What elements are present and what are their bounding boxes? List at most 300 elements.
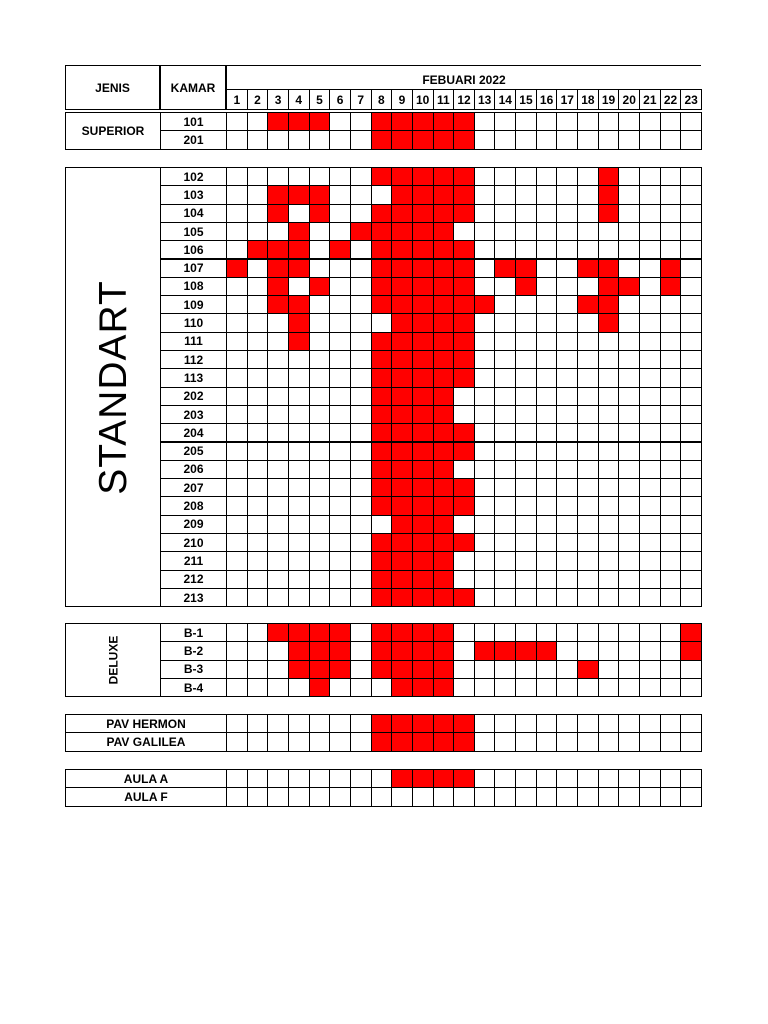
booking-cell-aula-a-day-19[interactable] [598,769,620,788]
booking-cell-111-day-23[interactable] [680,332,702,351]
booking-cell-107-day-11[interactable] [433,259,455,278]
booking-cell-108-day-21[interactable] [639,277,661,296]
booking-cell-b-3-day-1[interactable] [226,660,248,679]
booking-cell-112-day-3[interactable] [267,350,289,369]
booking-cell-104-day-2[interactable] [247,204,269,223]
booking-cell-aula-f-day-7[interactable] [350,787,372,806]
booking-cell-111-day-4[interactable] [288,332,310,351]
booking-cell-109-day-14[interactable] [494,295,516,314]
booking-cell-101-day-10[interactable] [412,112,434,131]
booking-cell-aula-f-day-22[interactable] [660,787,682,806]
booking-cell-208-day-11[interactable] [433,496,455,515]
booking-cell-107-day-14[interactable] [494,259,516,278]
booking-cell-110-day-10[interactable] [412,313,434,332]
booking-cell-201-day-9[interactable] [391,130,413,149]
booking-cell-b-4-day-18[interactable] [577,678,599,697]
booking-cell-111-day-11[interactable] [433,332,455,351]
booking-cell-211-day-17[interactable] [556,551,578,570]
booking-cell-204-day-22[interactable] [660,423,682,442]
booking-cell-204-day-1[interactable] [226,423,248,442]
booking-cell-111-day-17[interactable] [556,332,578,351]
booking-cell-113-day-13[interactable] [474,368,496,387]
booking-cell-205-day-10[interactable] [412,442,434,461]
booking-cell-110-day-23[interactable] [680,313,702,332]
booking-cell-205-day-4[interactable] [288,442,310,461]
booking-cell-209-day-3[interactable] [267,515,289,534]
booking-cell-209-day-23[interactable] [680,515,702,534]
booking-cell-102-day-17[interactable] [556,167,578,186]
booking-cell-b-3-day-14[interactable] [494,660,516,679]
booking-cell-205-day-13[interactable] [474,442,496,461]
booking-cell-aula-f-day-18[interactable] [577,787,599,806]
booking-cell-205-day-11[interactable] [433,442,455,461]
booking-cell-107-day-18[interactable] [577,259,599,278]
booking-cell-212-day-14[interactable] [494,570,516,589]
booking-cell-106-day-13[interactable] [474,240,496,259]
booking-cell-pav-hermon-day-9[interactable] [391,714,413,733]
booking-cell-103-day-20[interactable] [618,185,640,204]
booking-cell-b-2-day-16[interactable] [536,641,558,660]
booking-cell-106-day-14[interactable] [494,240,516,259]
booking-cell-109-day-5[interactable] [309,295,331,314]
booking-cell-204-day-23[interactable] [680,423,702,442]
booking-cell-213-day-5[interactable] [309,588,331,607]
booking-cell-205-day-18[interactable] [577,442,599,461]
booking-cell-203-day-23[interactable] [680,405,702,424]
booking-cell-201-day-2[interactable] [247,130,269,149]
booking-cell-110-day-3[interactable] [267,313,289,332]
booking-cell-212-day-15[interactable] [515,570,537,589]
booking-cell-b-1-day-3[interactable] [267,623,289,642]
booking-cell-101-day-5[interactable] [309,112,331,131]
booking-cell-210-day-15[interactable] [515,533,537,552]
booking-cell-205-day-21[interactable] [639,442,661,461]
booking-cell-109-day-10[interactable] [412,295,434,314]
booking-cell-208-day-14[interactable] [494,496,516,515]
booking-cell-206-day-20[interactable] [618,460,640,479]
booking-cell-111-day-18[interactable] [577,332,599,351]
booking-cell-204-day-12[interactable] [453,423,475,442]
booking-cell-111-day-5[interactable] [309,332,331,351]
booking-cell-101-day-22[interactable] [660,112,682,131]
booking-cell-209-day-16[interactable] [536,515,558,534]
booking-cell-211-day-13[interactable] [474,551,496,570]
booking-cell-111-day-14[interactable] [494,332,516,351]
booking-cell-aula-a-day-6[interactable] [329,769,351,788]
booking-cell-203-day-19[interactable] [598,405,620,424]
booking-cell-b-2-day-20[interactable] [618,641,640,660]
booking-cell-108-day-12[interactable] [453,277,475,296]
booking-cell-207-day-14[interactable] [494,478,516,497]
booking-cell-107-day-23[interactable] [680,259,702,278]
booking-cell-211-day-8[interactable] [371,551,393,570]
booking-cell-105-day-20[interactable] [618,222,640,241]
booking-cell-aula-f-day-21[interactable] [639,787,661,806]
booking-cell-107-day-5[interactable] [309,259,331,278]
booking-cell-113-day-20[interactable] [618,368,640,387]
booking-cell-206-day-12[interactable] [453,460,475,479]
booking-cell-202-day-15[interactable] [515,387,537,406]
booking-cell-b-2-day-19[interactable] [598,641,620,660]
booking-cell-b-2-day-5[interactable] [309,641,331,660]
booking-cell-aula-f-day-23[interactable] [680,787,702,806]
booking-cell-201-day-16[interactable] [536,130,558,149]
booking-cell-201-day-7[interactable] [350,130,372,149]
booking-cell-206-day-14[interactable] [494,460,516,479]
booking-cell-aula-f-day-11[interactable] [433,787,455,806]
booking-cell-pav-galilea-day-15[interactable] [515,732,537,751]
booking-cell-203-day-9[interactable] [391,405,413,424]
booking-cell-213-day-16[interactable] [536,588,558,607]
booking-cell-112-day-5[interactable] [309,350,331,369]
booking-cell-b-4-day-5[interactable] [309,678,331,697]
booking-cell-102-day-1[interactable] [226,167,248,186]
booking-cell-b-2-day-10[interactable] [412,641,434,660]
booking-cell-107-day-4[interactable] [288,259,310,278]
booking-cell-106-day-20[interactable] [618,240,640,259]
booking-cell-aula-a-day-21[interactable] [639,769,661,788]
booking-cell-103-day-7[interactable] [350,185,372,204]
booking-cell-101-day-4[interactable] [288,112,310,131]
booking-cell-109-day-8[interactable] [371,295,393,314]
booking-cell-202-day-9[interactable] [391,387,413,406]
booking-cell-103-day-18[interactable] [577,185,599,204]
booking-cell-105-day-10[interactable] [412,222,434,241]
booking-cell-206-day-11[interactable] [433,460,455,479]
booking-cell-pav-hermon-day-5[interactable] [309,714,331,733]
booking-cell-213-day-14[interactable] [494,588,516,607]
booking-cell-208-day-5[interactable] [309,496,331,515]
booking-cell-b-2-day-1[interactable] [226,641,248,660]
booking-cell-103-day-14[interactable] [494,185,516,204]
booking-cell-pav-hermon-day-8[interactable] [371,714,393,733]
booking-cell-202-day-17[interactable] [556,387,578,406]
booking-cell-207-day-13[interactable] [474,478,496,497]
booking-cell-111-day-13[interactable] [474,332,496,351]
booking-cell-b-1-day-1[interactable] [226,623,248,642]
booking-cell-208-day-7[interactable] [350,496,372,515]
booking-cell-110-day-12[interactable] [453,313,475,332]
booking-cell-204-day-13[interactable] [474,423,496,442]
booking-cell-209-day-11[interactable] [433,515,455,534]
booking-cell-109-day-7[interactable] [350,295,372,314]
booking-cell-109-day-18[interactable] [577,295,599,314]
booking-cell-202-day-18[interactable] [577,387,599,406]
booking-cell-213-day-7[interactable] [350,588,372,607]
booking-cell-pav-hermon-day-7[interactable] [350,714,372,733]
booking-cell-208-day-18[interactable] [577,496,599,515]
booking-cell-pav-galilea-day-14[interactable] [494,732,516,751]
booking-cell-213-day-20[interactable] [618,588,640,607]
booking-cell-102-day-15[interactable] [515,167,537,186]
booking-cell-107-day-3[interactable] [267,259,289,278]
booking-cell-212-day-20[interactable] [618,570,640,589]
booking-cell-208-day-20[interactable] [618,496,640,515]
booking-cell-203-day-10[interactable] [412,405,434,424]
booking-cell-111-day-10[interactable] [412,332,434,351]
booking-cell-110-day-16[interactable] [536,313,558,332]
booking-cell-207-day-8[interactable] [371,478,393,497]
booking-cell-b-3-day-2[interactable] [247,660,269,679]
booking-cell-109-day-2[interactable] [247,295,269,314]
booking-cell-b-4-day-23[interactable] [680,678,702,697]
booking-cell-110-day-8[interactable] [371,313,393,332]
booking-cell-pav-hermon-day-22[interactable] [660,714,682,733]
booking-cell-203-day-3[interactable] [267,405,289,424]
booking-cell-112-day-9[interactable] [391,350,413,369]
booking-cell-107-day-13[interactable] [474,259,496,278]
booking-cell-104-day-22[interactable] [660,204,682,223]
booking-cell-b-4-day-10[interactable] [412,678,434,697]
booking-cell-209-day-21[interactable] [639,515,661,534]
booking-cell-111-day-12[interactable] [453,332,475,351]
booking-cell-211-day-1[interactable] [226,551,248,570]
booking-cell-109-day-16[interactable] [536,295,558,314]
booking-cell-112-day-12[interactable] [453,350,475,369]
booking-cell-b-3-day-21[interactable] [639,660,661,679]
booking-cell-108-day-8[interactable] [371,277,393,296]
booking-cell-pav-hermon-day-20[interactable] [618,714,640,733]
booking-cell-104-day-5[interactable] [309,204,331,223]
booking-cell-201-day-20[interactable] [618,130,640,149]
booking-cell-213-day-22[interactable] [660,588,682,607]
booking-cell-106-day-1[interactable] [226,240,248,259]
booking-cell-210-day-16[interactable] [536,533,558,552]
booking-cell-212-day-12[interactable] [453,570,475,589]
booking-cell-205-day-2[interactable] [247,442,269,461]
booking-cell-111-day-9[interactable] [391,332,413,351]
booking-cell-110-day-21[interactable] [639,313,661,332]
booking-cell-210-day-21[interactable] [639,533,661,552]
booking-cell-aula-a-day-14[interactable] [494,769,516,788]
booking-cell-aula-f-day-6[interactable] [329,787,351,806]
booking-cell-113-day-4[interactable] [288,368,310,387]
booking-cell-108-day-23[interactable] [680,277,702,296]
booking-cell-210-day-14[interactable] [494,533,516,552]
booking-cell-aula-a-day-8[interactable] [371,769,393,788]
booking-cell-106-day-12[interactable] [453,240,475,259]
booking-cell-b-1-day-5[interactable] [309,623,331,642]
booking-cell-209-day-5[interactable] [309,515,331,534]
booking-cell-108-day-2[interactable] [247,277,269,296]
booking-cell-204-day-9[interactable] [391,423,413,442]
booking-cell-aula-f-day-3[interactable] [267,787,289,806]
booking-cell-203-day-7[interactable] [350,405,372,424]
booking-cell-113-day-16[interactable] [536,368,558,387]
booking-cell-b-2-day-3[interactable] [267,641,289,660]
booking-cell-112-day-2[interactable] [247,350,269,369]
booking-cell-102-day-2[interactable] [247,167,269,186]
booking-cell-b-1-day-23[interactable] [680,623,702,642]
booking-cell-b-1-day-15[interactable] [515,623,537,642]
booking-cell-206-day-17[interactable] [556,460,578,479]
booking-cell-205-day-6[interactable] [329,442,351,461]
booking-cell-211-day-19[interactable] [598,551,620,570]
booking-cell-b-4-day-20[interactable] [618,678,640,697]
booking-cell-103-day-22[interactable] [660,185,682,204]
booking-cell-aula-a-day-2[interactable] [247,769,269,788]
booking-cell-108-day-22[interactable] [660,277,682,296]
booking-cell-201-day-23[interactable] [680,130,702,149]
booking-cell-204-day-5[interactable] [309,423,331,442]
booking-cell-203-day-8[interactable] [371,405,393,424]
booking-cell-b-3-day-18[interactable] [577,660,599,679]
booking-cell-pav-galilea-day-5[interactable] [309,732,331,751]
booking-cell-109-day-9[interactable] [391,295,413,314]
booking-cell-105-day-1[interactable] [226,222,248,241]
booking-cell-aula-f-day-16[interactable] [536,787,558,806]
booking-cell-112-day-19[interactable] [598,350,620,369]
booking-cell-109-day-3[interactable] [267,295,289,314]
booking-cell-aula-a-day-4[interactable] [288,769,310,788]
booking-cell-205-day-22[interactable] [660,442,682,461]
booking-cell-102-day-14[interactable] [494,167,516,186]
booking-cell-b-1-day-20[interactable] [618,623,640,642]
booking-cell-113-day-7[interactable] [350,368,372,387]
booking-cell-106-day-18[interactable] [577,240,599,259]
booking-cell-104-day-16[interactable] [536,204,558,223]
booking-cell-b-4-day-7[interactable] [350,678,372,697]
booking-cell-213-day-11[interactable] [433,588,455,607]
booking-cell-112-day-15[interactable] [515,350,537,369]
booking-cell-104-day-12[interactable] [453,204,475,223]
booking-cell-213-day-18[interactable] [577,588,599,607]
booking-cell-207-day-15[interactable] [515,478,537,497]
booking-cell-110-day-4[interactable] [288,313,310,332]
booking-cell-211-day-16[interactable] [536,551,558,570]
booking-cell-208-day-16[interactable] [536,496,558,515]
booking-cell-111-day-16[interactable] [536,332,558,351]
booking-cell-207-day-2[interactable] [247,478,269,497]
booking-cell-104-day-17[interactable] [556,204,578,223]
booking-cell-205-day-1[interactable] [226,442,248,461]
booking-cell-106-day-5[interactable] [309,240,331,259]
booking-cell-212-day-6[interactable] [329,570,351,589]
booking-cell-206-day-16[interactable] [536,460,558,479]
booking-cell-208-day-19[interactable] [598,496,620,515]
booking-cell-213-day-8[interactable] [371,588,393,607]
booking-cell-110-day-19[interactable] [598,313,620,332]
booking-cell-205-day-15[interactable] [515,442,537,461]
booking-cell-102-day-8[interactable] [371,167,393,186]
booking-cell-204-day-2[interactable] [247,423,269,442]
booking-cell-213-day-3[interactable] [267,588,289,607]
booking-cell-209-day-8[interactable] [371,515,393,534]
booking-cell-206-day-6[interactable] [329,460,351,479]
booking-cell-105-day-16[interactable] [536,222,558,241]
booking-cell-pav-galilea-day-8[interactable] [371,732,393,751]
booking-cell-213-day-1[interactable] [226,588,248,607]
booking-cell-111-day-21[interactable] [639,332,661,351]
booking-cell-pav-galilea-day-3[interactable] [267,732,289,751]
booking-cell-108-day-15[interactable] [515,277,537,296]
booking-cell-202-day-23[interactable] [680,387,702,406]
booking-cell-108-day-20[interactable] [618,277,640,296]
booking-cell-pav-galilea-day-18[interactable] [577,732,599,751]
booking-cell-107-day-20[interactable] [618,259,640,278]
booking-cell-113-day-5[interactable] [309,368,331,387]
booking-cell-211-day-23[interactable] [680,551,702,570]
booking-cell-aula-f-day-15[interactable] [515,787,537,806]
booking-cell-212-day-17[interactable] [556,570,578,589]
booking-cell-104-day-3[interactable] [267,204,289,223]
booking-cell-106-day-2[interactable] [247,240,269,259]
booking-cell-102-day-21[interactable] [639,167,661,186]
booking-cell-211-day-4[interactable] [288,551,310,570]
booking-cell-112-day-7[interactable] [350,350,372,369]
booking-cell-112-day-21[interactable] [639,350,661,369]
booking-cell-104-day-7[interactable] [350,204,372,223]
booking-cell-205-day-9[interactable] [391,442,413,461]
booking-cell-209-day-1[interactable] [226,515,248,534]
booking-cell-b-2-day-2[interactable] [247,641,269,660]
booking-cell-103-day-9[interactable] [391,185,413,204]
booking-cell-201-day-3[interactable] [267,130,289,149]
booking-cell-105-day-17[interactable] [556,222,578,241]
booking-cell-pav-galilea-day-4[interactable] [288,732,310,751]
booking-cell-201-day-4[interactable] [288,130,310,149]
booking-cell-b-1-day-13[interactable] [474,623,496,642]
booking-cell-b-4-day-13[interactable] [474,678,496,697]
booking-cell-b-3-day-9[interactable] [391,660,413,679]
booking-cell-b-4-day-11[interactable] [433,678,455,697]
booking-cell-205-day-14[interactable] [494,442,516,461]
booking-cell-b-3-day-13[interactable] [474,660,496,679]
booking-cell-101-day-1[interactable] [226,112,248,131]
booking-cell-209-day-13[interactable] [474,515,496,534]
booking-cell-212-day-8[interactable] [371,570,393,589]
booking-cell-b-1-day-12[interactable] [453,623,475,642]
booking-cell-b-2-day-22[interactable] [660,641,682,660]
booking-cell-104-day-8[interactable] [371,204,393,223]
booking-cell-102-day-6[interactable] [329,167,351,186]
booking-cell-206-day-10[interactable] [412,460,434,479]
booking-cell-b-1-day-11[interactable] [433,623,455,642]
booking-cell-207-day-16[interactable] [536,478,558,497]
booking-cell-b-3-day-8[interactable] [371,660,393,679]
booking-cell-102-day-5[interactable] [309,167,331,186]
booking-cell-204-day-7[interactable] [350,423,372,442]
booking-cell-208-day-8[interactable] [371,496,393,515]
booking-cell-107-day-8[interactable] [371,259,393,278]
booking-cell-201-day-8[interactable] [371,130,393,149]
booking-cell-b-1-day-21[interactable] [639,623,661,642]
booking-cell-b-3-day-15[interactable] [515,660,537,679]
booking-cell-105-day-3[interactable] [267,222,289,241]
booking-cell-b-4-day-9[interactable] [391,678,413,697]
booking-cell-204-day-8[interactable] [371,423,393,442]
booking-cell-111-day-1[interactable] [226,332,248,351]
booking-cell-103-day-17[interactable] [556,185,578,204]
booking-cell-203-day-16[interactable] [536,405,558,424]
booking-cell-210-day-19[interactable] [598,533,620,552]
booking-cell-104-day-21[interactable] [639,204,661,223]
booking-cell-204-day-17[interactable] [556,423,578,442]
booking-cell-103-day-1[interactable] [226,185,248,204]
booking-cell-207-day-9[interactable] [391,478,413,497]
booking-cell-102-day-7[interactable] [350,167,372,186]
booking-cell-b-2-day-15[interactable] [515,641,537,660]
booking-cell-105-day-13[interactable] [474,222,496,241]
booking-cell-b-2-day-18[interactable] [577,641,599,660]
booking-cell-208-day-4[interactable] [288,496,310,515]
booking-cell-aula-a-day-22[interactable] [660,769,682,788]
booking-cell-210-day-10[interactable] [412,533,434,552]
booking-cell-b-4-day-14[interactable] [494,678,516,697]
booking-cell-201-day-21[interactable] [639,130,661,149]
booking-cell-aula-f-day-1[interactable] [226,787,248,806]
booking-cell-112-day-16[interactable] [536,350,558,369]
